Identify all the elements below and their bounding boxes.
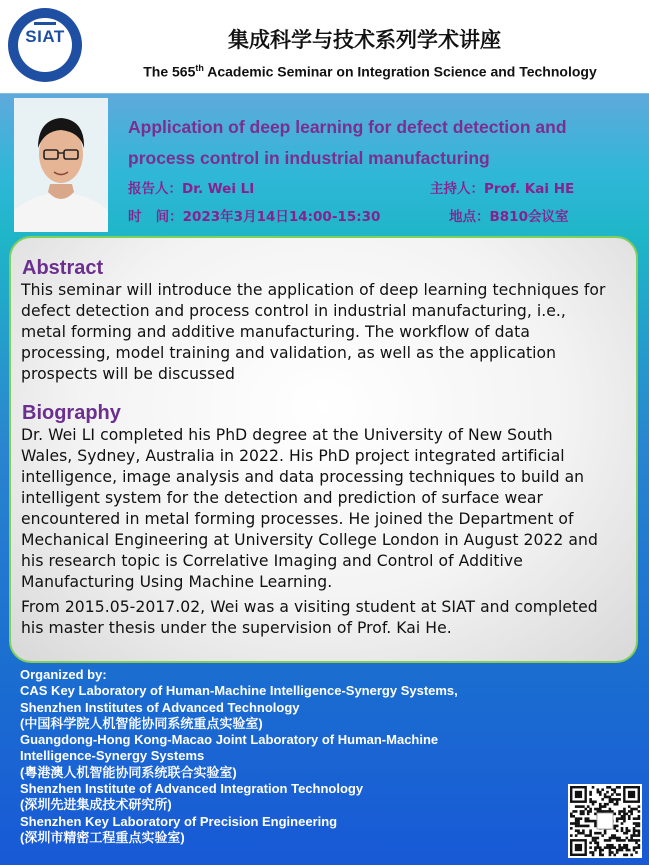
talk-title: Application of deep learning for defect detection and process control in industrial manufacturing <box>128 117 567 168</box>
header <box>0 0 649 93</box>
organizers: Organized by: CAS Key Laboratory of Human-Machine Intelligence-Synergy Systems, Shenzhen Institutes of Advanced Technology (中国科学院人机智能协同系统重点实验室) Guangdong-Hong Kong-Macao Joint Laboratory of Human-Machine Intelligence-Synergy Systems (粤港澳人机智能协同系统联合实验室) Shenzhen Institute of Advanced Integration Technology (深圳先进集成技术研究所) Shenzhen Key Laboratory of Precision Engineering (深圳市精密工程重点实验室) <box>20 667 458 845</box>
time-label: 时 间：2023年3月14日14:00-15:30 <box>128 209 381 225</box>
host-label: 主持人：Prof. Kai HE <box>430 181 575 197</box>
speaker-photo <box>14 98 108 232</box>
abstract-text: This seminar will introduce the application of deep learning techniques for defect detection and process control in industrial manufacturing, i.e., metal forming and additive manufacturing. The workflow of data processing, model training and validation, as well as the application prospects will be discussed <box>21 281 606 383</box>
biography-heading: Biography <box>22 402 121 424</box>
speaker-label: 报告人：Dr. Wei LI <box>128 181 255 197</box>
venue-label: 地点：B810会议室 <box>449 209 569 225</box>
biography-text: Dr. Wei LI completed his PhD degree at the University of New South Wales, Sydney, Australia in 2022. His PhD project integrated artificial intelligence, image analysis and data processing techniques to build an intelligent system for the detection and prediction of surface wear encountered in metal forming processes. He joined the Department of Mechanical Engineering at University College London in August 2022 and his research topic is Correlative Imaging and Control of Additive Manufacturing Using Machine Learning. <box>21 426 598 591</box>
seminar-title-en: The 565th Academic Seminar on Integration Science and Technology <box>143 63 597 80</box>
siat-logo <box>8 8 82 82</box>
logo-text: SIAT <box>25 27 65 46</box>
qr-code[interactable] <box>568 784 642 858</box>
abstract-heading: Abstract <box>22 257 104 279</box>
seminar-title-cn: 集成科学与技术系列学术讲座 <box>228 28 501 52</box>
biography-text-2: From 2015.05-2017.02, Wei was a visiting student at SIAT and completed his master thesis under the supervision of Prof. Kai He. <box>21 598 598 637</box>
